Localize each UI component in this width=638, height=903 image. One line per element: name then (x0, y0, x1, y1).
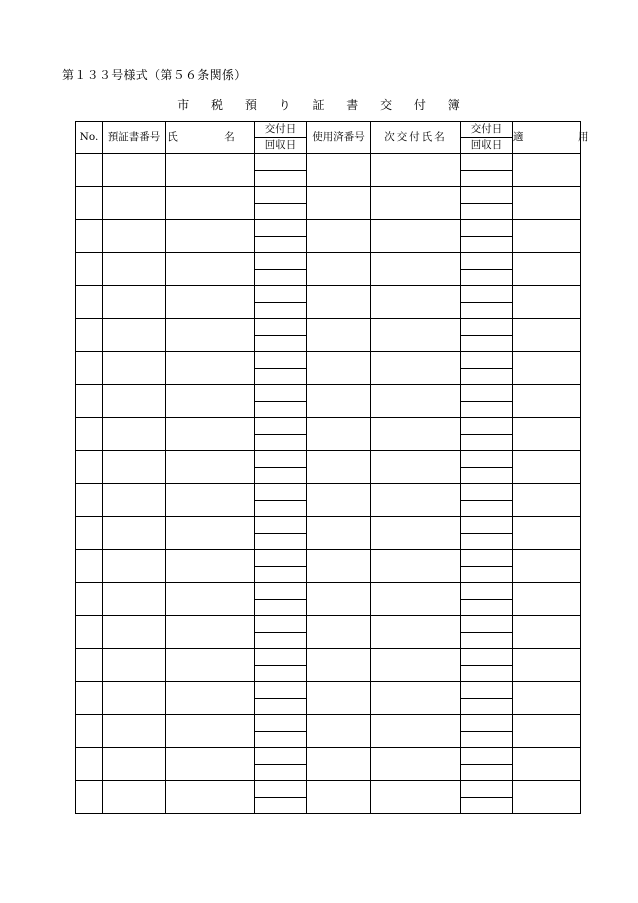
return-date-cell[interactable] (255, 269, 307, 286)
table-row (76, 385, 581, 402)
no-cell[interactable] (76, 286, 103, 319)
remarks-cell[interactable] (513, 253, 581, 286)
next-recipient-cell[interactable] (371, 319, 461, 352)
register-body (76, 154, 581, 814)
table-row (76, 319, 581, 336)
issue-date-2-cell[interactable] (461, 682, 513, 699)
name-cell[interactable] (166, 154, 255, 187)
remarks-cell[interactable] (513, 319, 581, 352)
return-date-2-cell[interactable] (461, 467, 513, 484)
receipt-number-cell[interactable] (103, 286, 166, 319)
return-date-cell[interactable] (255, 302, 307, 319)
issue-date-cell[interactable] (255, 715, 307, 732)
receipt-number-cell[interactable] (103, 484, 166, 517)
used-number-cell[interactable] (307, 220, 371, 253)
used-number-cell[interactable] (307, 484, 371, 517)
used-number-cell[interactable] (307, 286, 371, 319)
return-date-2-cell[interactable] (461, 698, 513, 715)
header-issue-date-2: 交付日 (461, 122, 513, 138)
return-date-cell[interactable] (255, 170, 307, 187)
remarks-cell[interactable] (513, 418, 581, 451)
receipt-number-cell[interactable] (103, 352, 166, 385)
header-return-date-2: 回収日 (461, 138, 513, 154)
issue-date-2-cell[interactable] (461, 319, 513, 336)
document-title: 市 税 預 り 証 書 交 付 簿 (177, 98, 469, 112)
return-date-2-cell[interactable] (461, 797, 513, 814)
issue-date-2-cell[interactable] (461, 187, 513, 204)
no-cell[interactable] (76, 715, 103, 748)
return-date-cell[interactable] (255, 566, 307, 583)
table-row (76, 682, 581, 699)
issue-date-2-cell[interactable] (461, 550, 513, 567)
next-recipient-cell[interactable] (371, 583, 461, 616)
header-issue-date: 交付日 (255, 122, 307, 138)
table-row (76, 781, 581, 798)
form-number: 第１３３号様式（第５６条関係） (62, 68, 247, 82)
table-row (76, 187, 581, 204)
issue-date-cell[interactable] (255, 748, 307, 765)
register-table (75, 121, 611, 814)
issue-date-cell[interactable] (255, 451, 307, 468)
name-cell[interactable] (166, 187, 255, 220)
next-recipient-cell[interactable] (371, 517, 461, 550)
next-recipient-cell[interactable] (371, 748, 461, 781)
return-date-2-cell[interactable] (461, 632, 513, 649)
table-row (76, 253, 581, 270)
name-cell[interactable] (166, 484, 255, 517)
receipt-number-cell[interactable] (103, 154, 166, 187)
name-cell[interactable] (166, 418, 255, 451)
issue-date-cell[interactable] (255, 352, 307, 369)
used-number-cell[interactable] (307, 583, 371, 616)
name-cell[interactable] (166, 286, 255, 319)
issue-date-2-cell[interactable] (461, 451, 513, 468)
issue-date-2-cell[interactable] (461, 154, 513, 171)
return-date-2-cell[interactable] (461, 170, 513, 187)
table-row (76, 451, 581, 468)
remarks-cell[interactable] (513, 616, 581, 649)
used-number-cell[interactable] (307, 451, 371, 484)
return-date-2-cell[interactable] (461, 236, 513, 253)
used-number-cell[interactable] (307, 715, 371, 748)
next-recipient-cell[interactable] (371, 451, 461, 484)
name-cell[interactable] (166, 748, 255, 781)
used-number-cell[interactable] (307, 616, 371, 649)
return-date-cell[interactable] (255, 335, 307, 352)
return-date-2-cell[interactable] (461, 566, 513, 583)
remarks-cell[interactable] (513, 187, 581, 220)
issue-date-cell[interactable] (255, 253, 307, 270)
issue-date-cell[interactable] (255, 220, 307, 237)
no-cell[interactable] (76, 220, 103, 253)
no-cell[interactable] (76, 253, 103, 286)
issue-date-2-cell[interactable] (461, 418, 513, 435)
receipt-number-cell[interactable] (103, 517, 166, 550)
return-date-cell[interactable] (255, 434, 307, 451)
return-date-cell[interactable] (255, 698, 307, 715)
receipt-number-cell[interactable] (103, 451, 166, 484)
return-date-2-cell[interactable] (461, 533, 513, 550)
receipt-number-cell[interactable] (103, 220, 166, 253)
name-cell[interactable] (166, 649, 255, 682)
used-number-cell[interactable] (307, 187, 371, 220)
return-date-cell[interactable] (255, 467, 307, 484)
receipt-number-cell[interactable] (103, 550, 166, 583)
used-number-cell[interactable] (307, 253, 371, 286)
remarks-cell[interactable] (513, 517, 581, 550)
return-date-cell[interactable] (255, 665, 307, 682)
remarks-cell[interactable] (513, 352, 581, 385)
used-number-cell[interactable] (307, 385, 371, 418)
table-row (76, 649, 581, 666)
receipt-number-cell[interactable] (103, 418, 166, 451)
remarks-cell[interactable] (513, 286, 581, 319)
next-recipient-cell[interactable] (371, 187, 461, 220)
used-number-cell[interactable] (307, 748, 371, 781)
used-number-cell[interactable] (307, 154, 371, 187)
issue-date-cell[interactable] (255, 550, 307, 567)
table-row (76, 517, 581, 534)
no-cell[interactable] (76, 748, 103, 781)
receipt-number-cell[interactable] (103, 385, 166, 418)
issue-date-cell[interactable] (255, 649, 307, 666)
issue-date-2-cell[interactable] (461, 286, 513, 303)
receipt-number-cell[interactable] (103, 682, 166, 715)
return-date-2-cell[interactable] (461, 335, 513, 352)
header-no: No. (76, 122, 103, 154)
return-date-cell[interactable] (255, 236, 307, 253)
receipt-number-cell[interactable] (103, 253, 166, 286)
no-cell[interactable] (76, 352, 103, 385)
remarks-cell[interactable] (513, 385, 581, 418)
name-cell[interactable] (166, 517, 255, 550)
header-receipt-number: 預証書番号 (103, 122, 166, 154)
return-date-2-cell[interactable] (461, 269, 513, 286)
next-recipient-cell[interactable] (371, 253, 461, 286)
issue-date-cell[interactable] (255, 682, 307, 699)
issue-date-cell[interactable] (255, 286, 307, 303)
used-number-cell[interactable] (307, 517, 371, 550)
issue-date-cell[interactable] (255, 154, 307, 171)
issue-date-2-cell[interactable] (461, 748, 513, 765)
no-cell[interactable] (76, 550, 103, 583)
return-date-cell[interactable] (255, 599, 307, 616)
return-date-cell[interactable] (255, 533, 307, 550)
return-date-2-cell[interactable] (461, 599, 513, 616)
table-row (76, 154, 581, 171)
name-cell[interactable] (166, 715, 255, 748)
next-recipient-cell[interactable] (371, 385, 461, 418)
return-date-cell[interactable] (255, 500, 307, 517)
issue-date-2-cell[interactable] (461, 253, 513, 270)
issue-date-2-cell[interactable] (461, 649, 513, 666)
no-cell[interactable] (76, 649, 103, 682)
name-cell[interactable] (166, 550, 255, 583)
table-row (76, 220, 581, 237)
return-date-cell[interactable] (255, 203, 307, 220)
used-number-cell[interactable] (307, 352, 371, 385)
name-cell[interactable] (166, 682, 255, 715)
used-number-cell[interactable] (307, 550, 371, 583)
no-cell[interactable] (76, 187, 103, 220)
name-cell[interactable] (166, 352, 255, 385)
next-recipient-cell[interactable] (371, 418, 461, 451)
table-row (76, 286, 581, 303)
next-recipient-cell[interactable] (371, 484, 461, 517)
receipt-number-cell[interactable] (103, 715, 166, 748)
table-row (76, 418, 581, 435)
no-cell[interactable] (76, 484, 103, 517)
no-cell[interactable] (76, 451, 103, 484)
no-cell[interactable] (76, 583, 103, 616)
issue-date-cell[interactable] (255, 385, 307, 402)
return-date-2-cell[interactable] (461, 665, 513, 682)
header-next-recipient: 次交付氏名 (371, 122, 461, 154)
issue-date-2-cell[interactable] (461, 583, 513, 600)
next-recipient-cell[interactable] (371, 550, 461, 583)
table-row (76, 583, 581, 600)
return-date-2-cell[interactable] (461, 401, 513, 418)
next-recipient-cell[interactable] (371, 649, 461, 682)
header-return-date: 回収日 (255, 138, 307, 154)
issue-date-2-cell[interactable] (461, 220, 513, 237)
return-date-cell[interactable] (255, 401, 307, 418)
return-date-2-cell[interactable] (461, 203, 513, 220)
remarks-cell[interactable] (513, 748, 581, 781)
next-recipient-cell[interactable] (371, 781, 461, 814)
next-recipient-cell[interactable] (371, 682, 461, 715)
issue-date-2-cell[interactable] (461, 517, 513, 534)
next-recipient-cell[interactable] (371, 715, 461, 748)
issue-date-cell[interactable] (255, 583, 307, 600)
issue-date-cell[interactable] (255, 319, 307, 336)
table-row (76, 352, 581, 369)
header-used-number: 使用済番号 (307, 122, 371, 154)
receipt-number-cell[interactable] (103, 583, 166, 616)
issue-date-cell[interactable] (255, 418, 307, 435)
issue-date-2-cell[interactable] (461, 385, 513, 402)
return-date-cell[interactable] (255, 368, 307, 385)
return-date-cell[interactable] (255, 797, 307, 814)
no-cell[interactable] (76, 517, 103, 550)
issue-date-cell[interactable] (255, 187, 307, 204)
next-recipient-cell[interactable] (371, 352, 461, 385)
used-number-cell[interactable] (307, 781, 371, 814)
next-recipient-cell[interactable] (371, 154, 461, 187)
used-number-cell[interactable] (307, 682, 371, 715)
return-date-cell[interactable] (255, 764, 307, 781)
no-cell[interactable] (76, 781, 103, 814)
issue-date-2-cell[interactable] (461, 781, 513, 798)
return-date-2-cell[interactable] (461, 368, 513, 385)
no-cell[interactable] (76, 616, 103, 649)
table-row (76, 715, 581, 732)
remarks-cell[interactable] (513, 682, 581, 715)
remarks-cell[interactable] (513, 451, 581, 484)
issue-date-cell[interactable] (255, 484, 307, 501)
table-row (76, 550, 581, 567)
remarks-cell[interactable] (513, 715, 581, 748)
table-row (76, 484, 581, 501)
remarks-cell[interactable] (513, 649, 581, 682)
next-recipient-cell[interactable] (371, 616, 461, 649)
name-cell[interactable] (166, 319, 255, 352)
return-date-cell[interactable] (255, 632, 307, 649)
no-cell[interactable] (76, 154, 103, 187)
receipt-number-cell[interactable] (103, 781, 166, 814)
return-date-2-cell[interactable] (461, 500, 513, 517)
next-recipient-cell[interactable] (371, 286, 461, 319)
used-number-cell[interactable] (307, 319, 371, 352)
no-cell[interactable] (76, 682, 103, 715)
no-cell[interactable] (76, 418, 103, 451)
receipt-number-cell[interactable] (103, 616, 166, 649)
table-row (76, 748, 581, 765)
return-date-2-cell[interactable] (461, 731, 513, 748)
no-cell[interactable] (76, 319, 103, 352)
header-name: 氏 名 (166, 122, 255, 154)
issue-date-cell[interactable] (255, 616, 307, 633)
header-remarks: 適 用 (513, 122, 581, 154)
used-number-cell[interactable] (307, 649, 371, 682)
name-cell[interactable] (166, 781, 255, 814)
name-cell[interactable] (166, 385, 255, 418)
return-date-2-cell[interactable] (461, 764, 513, 781)
receipt-number-cell[interactable] (103, 319, 166, 352)
name-cell[interactable] (166, 253, 255, 286)
issue-date-2-cell[interactable] (461, 616, 513, 633)
name-cell[interactable] (166, 451, 255, 484)
remarks-cell[interactable] (513, 154, 581, 187)
remarks-cell[interactable] (513, 484, 581, 517)
header-row-top (76, 122, 581, 138)
issue-date-cell[interactable] (255, 517, 307, 534)
remarks-cell[interactable] (513, 583, 581, 616)
return-date-2-cell[interactable] (461, 302, 513, 319)
issue-date-cell[interactable] (255, 781, 307, 798)
remarks-cell[interactable] (513, 220, 581, 253)
used-number-cell[interactable] (307, 418, 371, 451)
receipt-number-cell[interactable] (103, 187, 166, 220)
remarks-cell[interactable] (513, 781, 581, 814)
receipt-number-cell[interactable] (103, 748, 166, 781)
issue-date-2-cell[interactable] (461, 484, 513, 501)
remarks-cell[interactable] (513, 550, 581, 583)
name-cell[interactable] (166, 220, 255, 253)
next-recipient-cell[interactable] (371, 220, 461, 253)
return-date-2-cell[interactable] (461, 434, 513, 451)
issue-date-2-cell[interactable] (461, 352, 513, 369)
receipt-number-cell[interactable] (103, 649, 166, 682)
name-cell[interactable] (166, 583, 255, 616)
name-cell[interactable] (166, 616, 255, 649)
return-date-cell[interactable] (255, 731, 307, 748)
table-row (76, 616, 581, 633)
no-cell[interactable] (76, 385, 103, 418)
issue-date-2-cell[interactable] (461, 715, 513, 732)
